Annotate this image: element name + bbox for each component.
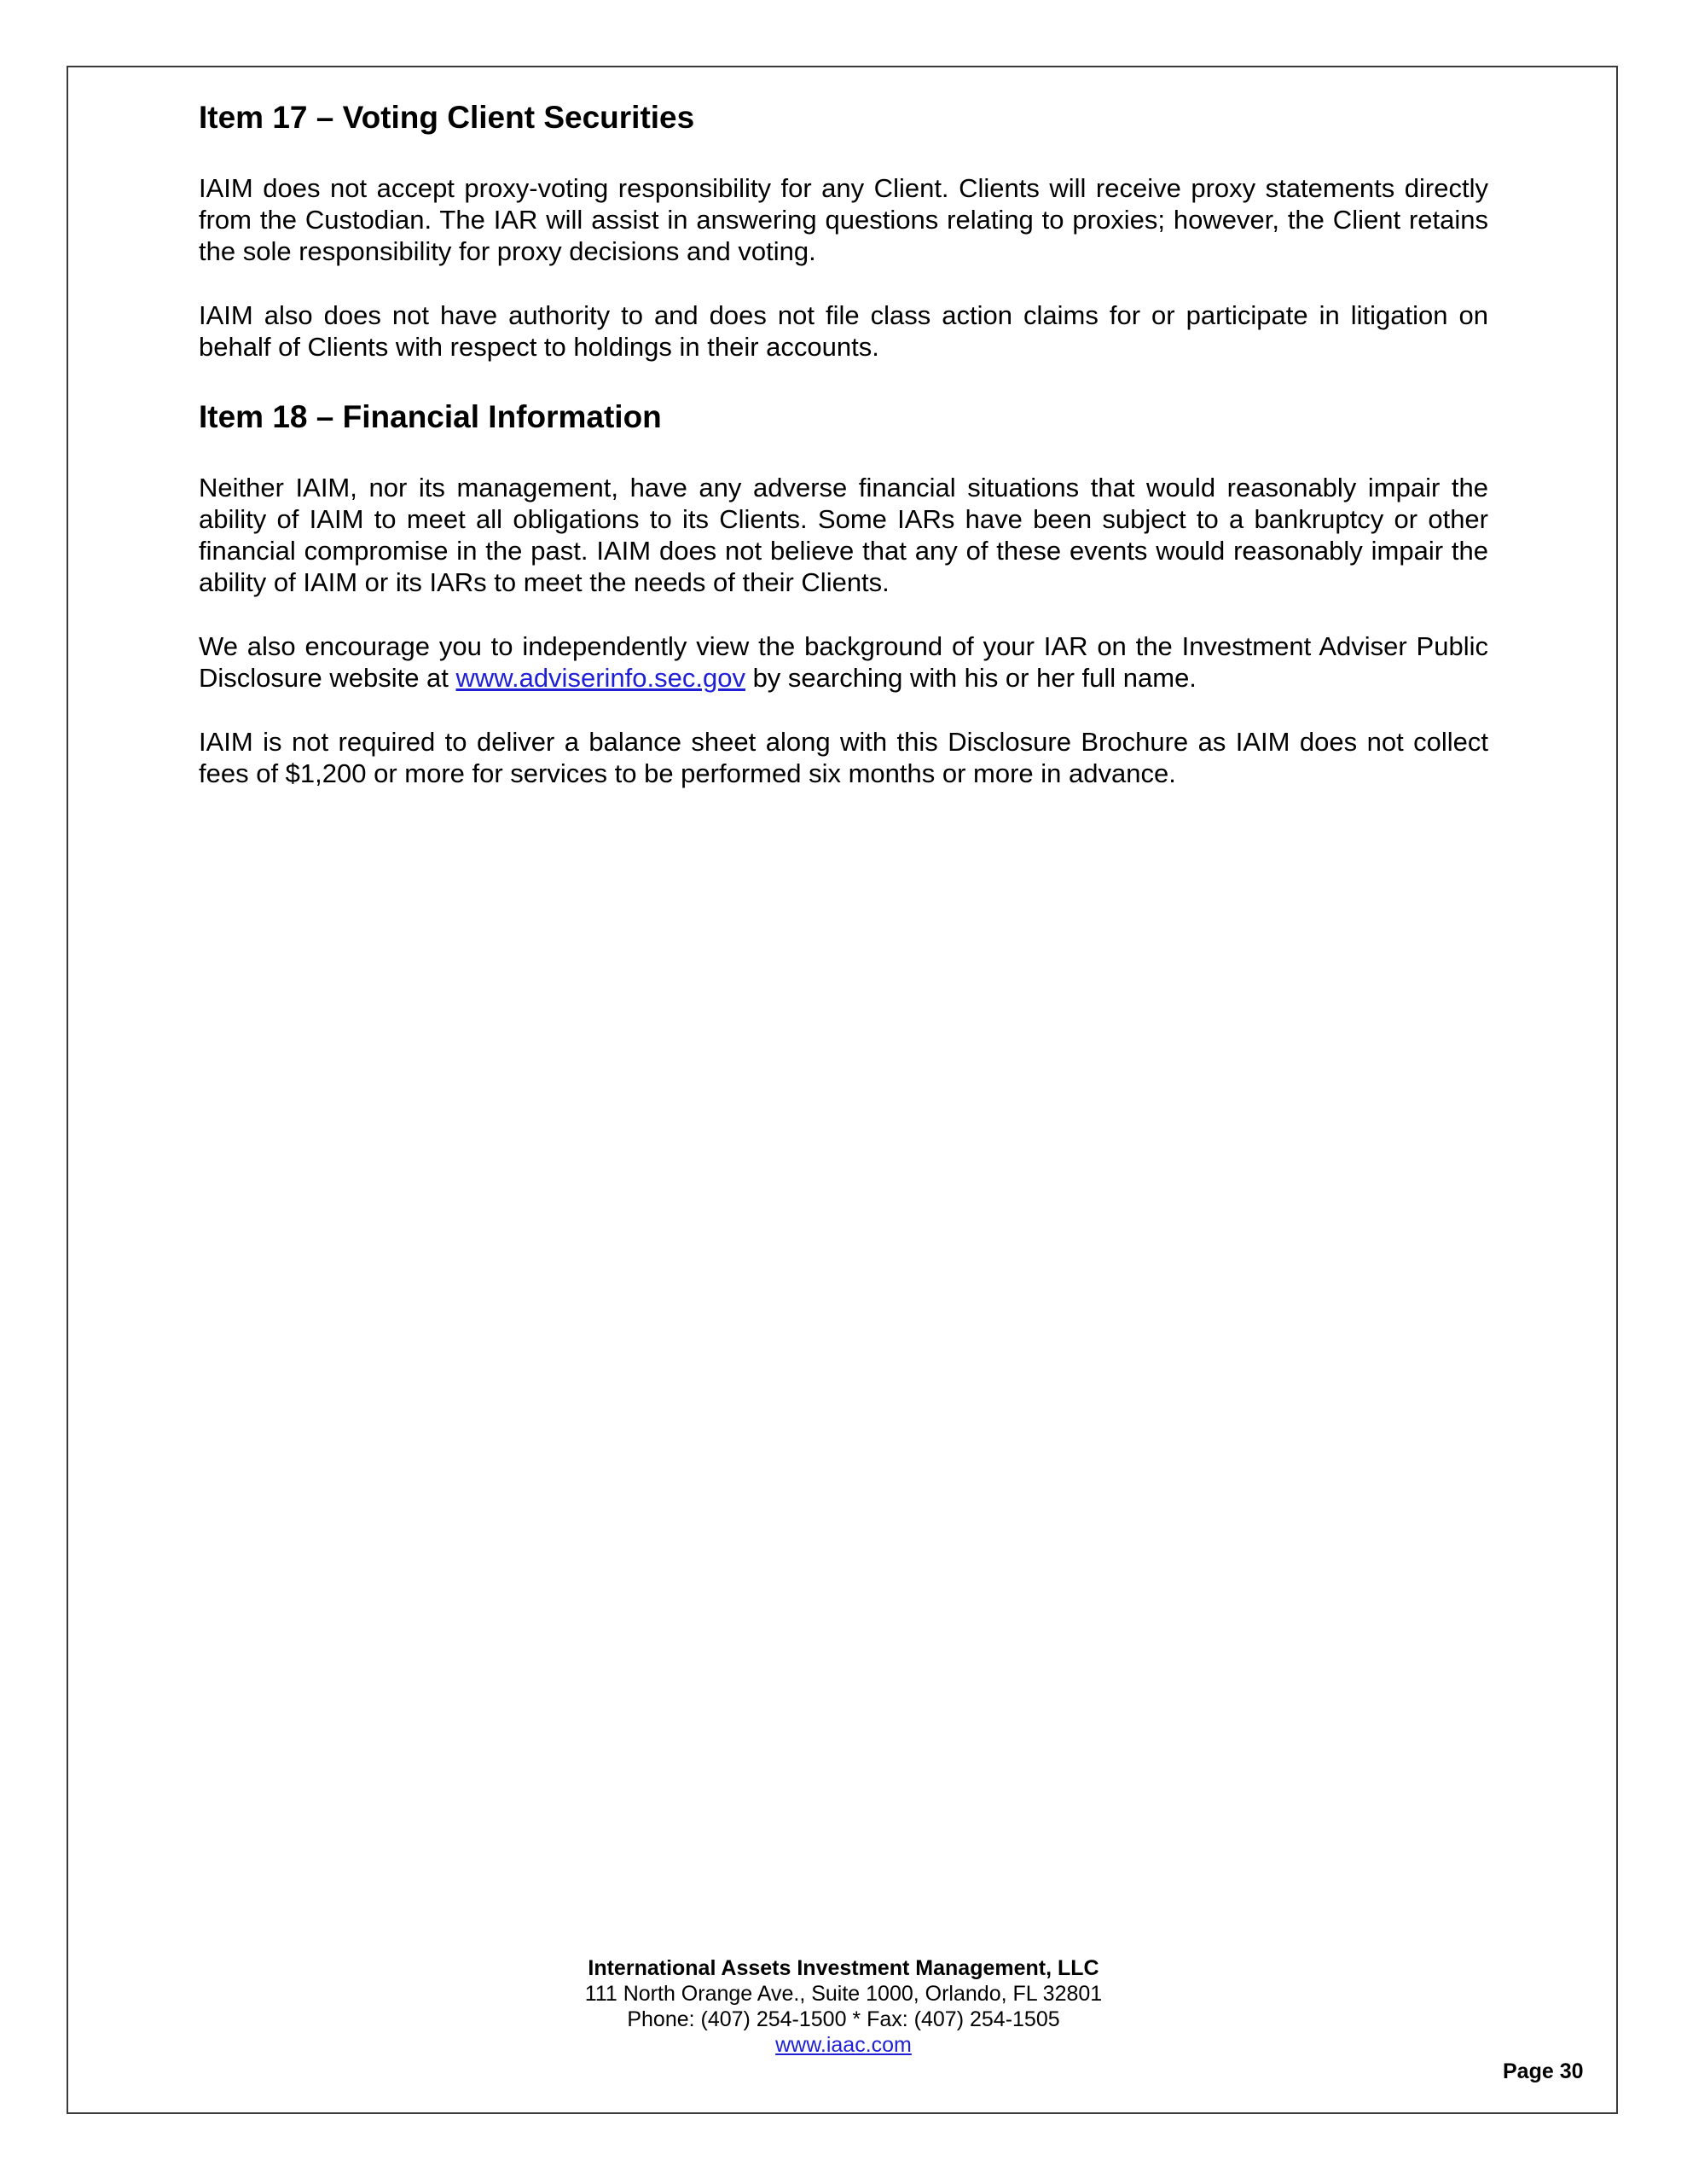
paragraph-class-action: IAIM also does not have authority to and does not file class action claims for or participate in litigation on behalf of Clients with respect to holdings in their accounts. — [199, 300, 1488, 362]
section-heading-item-18: Item 18 – Financial Information — [199, 399, 662, 434]
document-body — [199, 96, 1488, 789]
page-footer — [0, 1955, 1687, 2058]
section-heading-item-17: Item 17 – Voting Client Securities — [199, 100, 695, 135]
disclosure-text-before: We also encourage you to independently view the background of your IAR on the Investment Adviser Public Disclosure website at — [199, 631, 1488, 693]
page-number: Page 30 — [1503, 2059, 1584, 2083]
footer-phone-fax: Phone: (407) 254-1500 * Fax: (407) 254-1505 — [627, 2007, 1060, 2031]
adviserinfo-link[interactable]: www.adviserinfo.sec.gov — [455, 663, 745, 693]
paragraph-balance-sheet: IAIM is not required to deliver a balance sheet along with this Disclosure Brochure as IAIM does not collect fees of $1,200 or more for services to be performed six months or more in advance. — [199, 727, 1488, 788]
footer-company-name: International Assets Investment Management, LLC — [588, 1956, 1099, 1980]
paragraph-proxy-voting: IAIM does not accept proxy-voting responsibility for any Client. Clients will receive proxy statements directly from the Custodian. The IAR will assist in answering questions relating to proxies; however, the Client retains the sole responsibility for proxy decisions and voting. — [199, 173, 1488, 266]
footer-website-link[interactable]: www.iaac.com — [775, 2033, 912, 2057]
footer-address: 111 North Orange Ave., Suite 1000, Orlando, FL 32801 — [584, 1982, 1103, 2006]
paragraph-adviser-disclosure — [199, 630, 1488, 694]
disclosure-text-after: by searching with his or her full name. — [745, 663, 1197, 693]
paragraph-financial-situation: Neither IAIM, nor its management, have any adverse financial situations that would reasonably impair the ability of IAIM to meet all obligations to its Clients. Some IARs have been subject to a bankruptcy or other financial compromise in the past. IAIM does not believe that any of these events would reasonably impair the ability of IAIM or its IARs to meet the needs of their Clients. — [199, 473, 1488, 597]
